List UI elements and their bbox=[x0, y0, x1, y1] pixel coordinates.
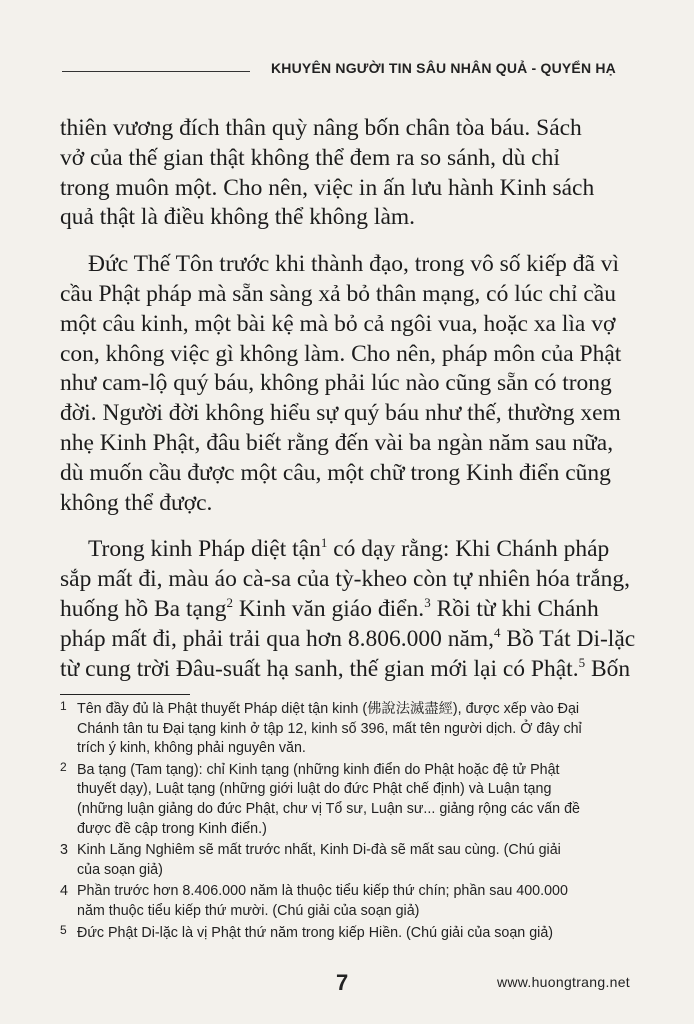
text-line: nhẹ Kinh Phật, đâu biết rằng đến vài ba ngàn năm sau nữa, bbox=[60, 429, 614, 456]
text-line: thiên vương đích thân quỳ nâng bốn chân tòa báu. Sách bbox=[60, 115, 582, 141]
footnote-line: được đề cập trong Kinh điển.) bbox=[77, 820, 267, 837]
text-line: Đức Thế Tôn trước khi thành đạo, trong vô số kiếp đã vì bbox=[88, 251, 620, 278]
text-run: Kinh văn giáo điển. bbox=[232, 595, 425, 622]
text-line: sắp mất đi, màu áo cà-sa của tỳ-kheo còn tự nhiên hóa trắng, bbox=[60, 566, 631, 593]
footnote-line: thuyết dạy), Luật tạng (những giới luật do đức Phật chế định) và Luận tạng bbox=[77, 781, 552, 798]
text-line bbox=[60, 655, 635, 685]
footnote-ref-4[interactable]: 4 bbox=[494, 624, 501, 640]
paragraph-3 bbox=[60, 535, 635, 684]
text-line bbox=[60, 625, 635, 655]
text-run: Bồ Tát Di-lặc bbox=[500, 625, 636, 652]
text-run: từ cung trời Đâu-suất hạ sanh, thế gian mới lại có Phật. bbox=[60, 655, 579, 682]
text-line: một câu kinh, một bài kệ mà bỏ cả ngôi vua, hoặc xa lìa vợ bbox=[60, 310, 616, 337]
page-number: 7 bbox=[336, 970, 349, 995]
paragraph-1 bbox=[60, 114, 635, 233]
footnote-mark: 4 bbox=[60, 883, 68, 900]
footnote-ref-3[interactable]: 3 bbox=[424, 594, 431, 610]
footnote-line: Phần trước hơn 8.406.000 năm là thuộc tiểu kiếp thứ chín; phần sau 400.000 bbox=[77, 883, 568, 900]
footnote-line: (những luận giảng do đức Phật, chư vị Tổ sư, Luận sư... giảng rộng các vấn đề bbox=[77, 800, 581, 817]
footnote-ref-2[interactable]: 2 bbox=[226, 594, 233, 610]
footnote-4 bbox=[60, 882, 640, 921]
footnote-line: Chánh tân tu Đại tạng kinh ở tập 12, kinh số 396, mất tên người dịch. Ở đây chỉ bbox=[77, 720, 582, 737]
text-line: vở của thế gian thật không thể đem ra so sánh, dù chỉ bbox=[60, 144, 560, 171]
footnote-line: Tên đầy đủ là Phật thuyết Pháp diệt tận kinh (佛說法滅盡經), được xếp vào Đại bbox=[77, 701, 580, 717]
header-rule bbox=[62, 71, 250, 72]
footnote-line: trích ý kinh, không phải nguyên văn. bbox=[77, 740, 306, 757]
footnote-mark: 2 bbox=[60, 759, 67, 774]
text-line: không thể được. bbox=[60, 489, 213, 516]
text-line: như cam-lộ quý báu, không phải lúc nào cũng sẵn có trong bbox=[60, 370, 612, 397]
text-line: trong muôn một. Cho nên, việc in ấn lưu hành Kinh sách bbox=[60, 174, 595, 201]
footnote-line: năm thuộc tiểu kiếp thứ mười. (Chú giải của soạn giả) bbox=[77, 902, 420, 919]
footnote-line: Kinh Lăng Nghiêm sẽ mất trước nhất, Kinh Di-đà sẽ mất sau cùng. (Chú giải bbox=[77, 842, 561, 859]
text-line bbox=[60, 595, 635, 625]
text-run: Trong kinh Pháp diệt tận bbox=[88, 536, 321, 563]
header-title: KHUYÊN NGƯỜI TIN SÂU NHÂN QUẢ - QUYỂN HẠ bbox=[270, 60, 616, 76]
text-run: Bốn bbox=[585, 655, 631, 682]
text-line: quả thật là điều không thể không làm. bbox=[60, 204, 416, 231]
footnotes bbox=[60, 700, 640, 945]
footnote-ref-1[interactable]: 1 bbox=[320, 535, 328, 551]
footnote-5 bbox=[60, 924, 640, 944]
footnote-line: Ba tạng (Tam tạng): chỉ Kinh tạng (những kinh điển do Phật hoặc đệ tử Phật bbox=[77, 761, 560, 778]
text-run: huống hồ Ba tạng bbox=[60, 595, 227, 622]
footnote-line: Đức Phật Di-lặc là vị Phật thứ năm trong kiếp Hiền. (Chú giải của soạn giả) bbox=[77, 924, 554, 941]
footnote-mark: 3 bbox=[60, 842, 68, 859]
footnote-separator bbox=[60, 694, 190, 695]
footnote-ref-5[interactable]: 5 bbox=[578, 654, 586, 670]
footnote-mark: 1 bbox=[60, 699, 67, 713]
text-line: cầu Phật pháp mà sẵn sàng xả bỏ thân mạng, có lúc chỉ cầu bbox=[60, 280, 616, 307]
text-line bbox=[60, 535, 635, 565]
text-line: dù muốn cầu được một câu, một chữ trong Kinh điển cũng bbox=[60, 459, 611, 486]
website-link[interactable]: www.huongtrang.net bbox=[496, 974, 630, 990]
text-run: pháp mất đi, phải trải qua hơn 8.806.000 năm, bbox=[60, 625, 495, 652]
paragraph-2 bbox=[60, 250, 635, 518]
footnote-mark: 5 bbox=[60, 922, 67, 937]
footnote-1 bbox=[60, 700, 640, 759]
footnote-3 bbox=[60, 841, 640, 880]
footnote-2 bbox=[60, 761, 640, 839]
body-text bbox=[60, 114, 635, 701]
text-line: đời. Người đời không hiểu sự quý báu như thế, thường xem bbox=[60, 400, 621, 427]
text-line: con, không việc gì không làm. Cho nên, pháp môn của Phật bbox=[60, 340, 622, 367]
footnote-line: của soạn giả) bbox=[77, 861, 163, 878]
running-header bbox=[0, 58, 694, 88]
text-run: Rồi từ khi Chánh bbox=[430, 595, 599, 622]
text-run: có dạy rằng: Khi Chánh pháp bbox=[327, 536, 610, 563]
